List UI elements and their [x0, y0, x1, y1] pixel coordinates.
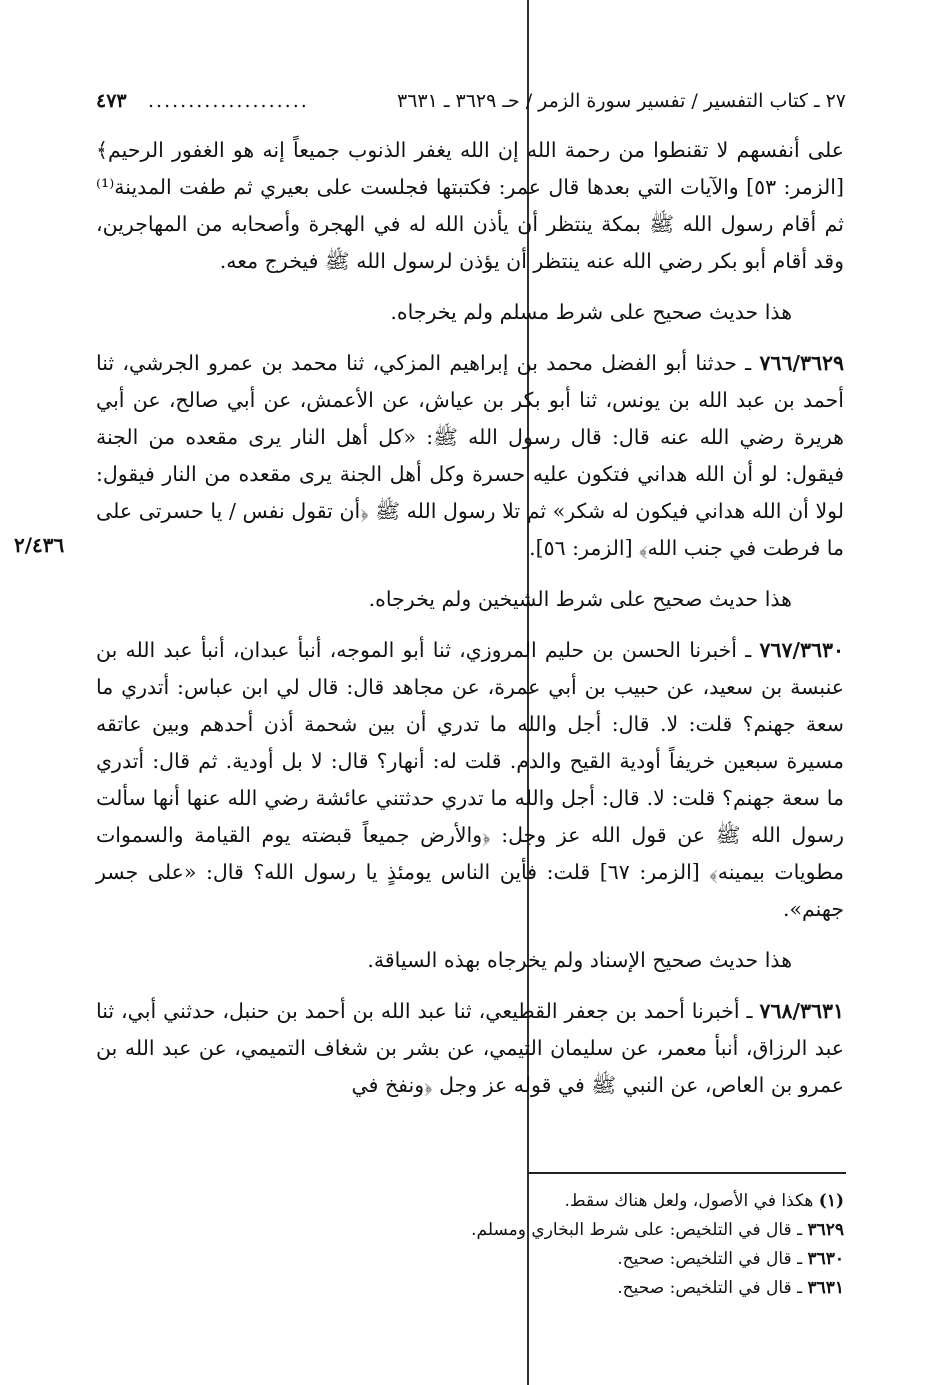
hadith-text: ـ أخبرنا الحسن بن حليم المروزي، ثنا أبو الموجه، أنبأ عبدان، أنبأ عبد الله بن عنبسة بن سعيد، عن حبيب بن أبي عمرة، عن مجاهد قال: قال لي ابن عباس: أتدري ما سعة جهنم؟ قلت: لا. قال: أجل والله ما تدري أن بين شحمة أذن أحدهم وبين عاتقه مسيرة سبعين خريفاً أودية القيح والدم. قلت له: أنهار؟ قال: لا بل أودية. ثم قال: أتدري ما سعة جهنم؟ قلت: لا. قال: أجل والله ما تدري حدثتني عائشة رضي الله عنها أنها سألت رسول الله ﷺ عن قول الله عز وجل: ﴿والأرض جميعاً قبضته يوم القيامة والسموات مطويات بيمينه﴾ [الزمر: ٦٧] قلت: فأين الناس يومئذٍ يا رسول الله؟ قال: «على جسر جهنم». [96, 638, 845, 921]
hadith-number: ٧٦٧/٣٦٣٠ [759, 638, 844, 662]
hadith-number: ٧٦٨/٣٦٣١ [759, 999, 844, 1023]
verdict-3629: هذا حديث صحيح على شرط الشيخين ولم يخرجاه. [368, 587, 792, 611]
hadith-3631 [96, 993, 844, 1104]
hadith-text: ـ حدثنا أبو الفضل محمد بن إبراهيم المزكي، ثنا محمد بن عمرو الجرشي، ثنا أحمد بن عبد الله بن يونس، ثنا أبو بكر بن عياش، عن الأعمش، عن أبي صالح، عن أبي هريرة رضي الله عنه قال: قال رسول الله ﷺ: «كل أهل النار يرى مقعده من الجنة فيقول: لو أن الله هداني فتكون عليه حسرة وكل أهل الجنة يرى مقعده من النار فيقول: لولا أن الله هداني فيكون له شكر» ثم تلا رسول الله ﷺ ﴿أن تقول نفس / يا حسرتى على ما فرطت في جنب الله﴾ [الزمر: ٥٦]. [96, 351, 844, 560]
hadith-3629 [96, 345, 844, 567]
hadith-number: ٧٦٦/٣٦٢٩ [759, 351, 844, 375]
hadith-3630 [96, 632, 844, 928]
footnote: ٣٦٢٩ ـ قال في التلخيص: على شرط البخاري ومسلم. [471, 1220, 844, 1240]
footnotes [360, 1187, 844, 1303]
verdict-3628: هذا حديث صحيح على شرط مسلم ولم يخرجاه. [390, 300, 792, 324]
page-number: ٤٧٣ [96, 90, 127, 112]
running-header [96, 86, 846, 116]
paragraph-continuation: على أنفسهم لا تقنطوا من رحمة الله إن الله يغفر الذنوب جميعاً إنه هو الغفور الرحيم﴾ [الزمر: ٥٣] والآيات التي بعدها قال عمر: فكتبتها فجلست على بعيري ثم طفت المدينة⁽¹⁾ ثم أقام رسول الله ﷺ بمكة ينتظر أن يأذن الله له في الهجرة وأصحابه من المهاجرين، وقد أقام أبو بكر رضي الله عنه ينتظر أن يؤذن لرسول الله ﷺ فيخرج معه. [96, 138, 845, 273]
header-leader-dots: .................... [148, 90, 309, 112]
footnote: (١) هكذا في الأصول، ولعل هناك سقط. [564, 1191, 844, 1211]
hadith-text: ـ أخبرنا أحمد بن جعفر القطيعي، ثنا عبد الله بن أحمد بن حنبل، حدثني أبي، ثنا عبد الرزاق، أنبأ معمر، عن سليمان التيمي، عن بشر بن شغاف التميمي، عن عبد الله بن عمرو بن العاص، عن النبي ﷺ في قوله عز وجل ﴿ونفخ في [96, 999, 844, 1097]
footnote: ٣٦٣١ ـ قال في التلخيص: صحيح. [617, 1278, 844, 1298]
margin-reference: ٢/٤٣٦ [14, 533, 65, 557]
header-title: ٢٧ ـ كتاب التفسير / تفسير سورة الزمر / حـ ٣٦٢٩ ـ ٣٦٣١ [397, 90, 846, 112]
verdict-3630: هذا حديث صحيح الإسناد ولم يخرجاه بهذه السياقة. [367, 948, 792, 972]
footnote: ٣٦٣٠ ـ قال في التلخيص: صحيح. [617, 1249, 844, 1269]
main-text [96, 132, 844, 1118]
footnote-separator [528, 1172, 846, 1174]
